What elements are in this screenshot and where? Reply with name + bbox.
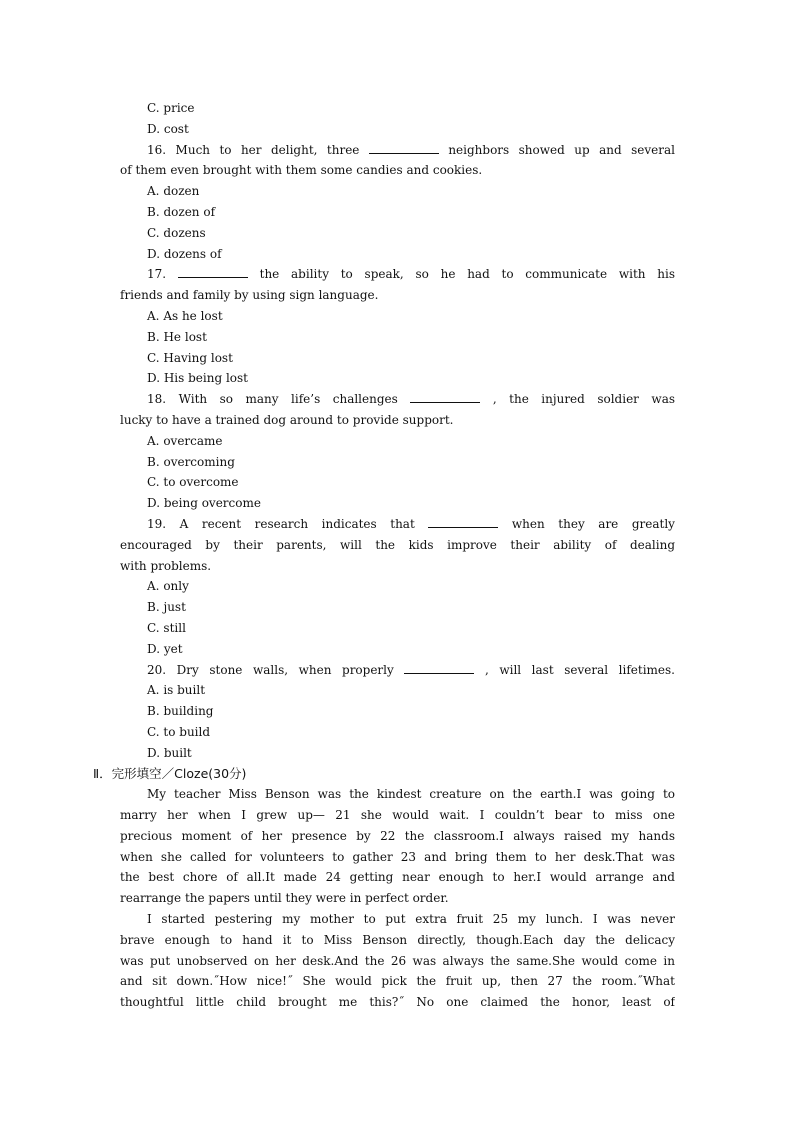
option-letter: C.	[147, 350, 160, 365]
question-16-stem	[120, 140, 675, 161]
option-line	[120, 701, 675, 722]
option-line	[120, 472, 675, 493]
option-line	[120, 202, 675, 223]
passage-line: My teacher Miss Benson was the kindest creature on the earth.I was going to	[147, 787, 675, 802]
option-letter: C.	[147, 724, 160, 739]
question-19-stem	[120, 514, 675, 535]
option-line	[120, 327, 675, 348]
option-text: overcoming	[163, 454, 235, 469]
passage-line: rearrange the papers until they were in perfect order.	[120, 891, 449, 906]
question-18-stem	[120, 389, 675, 410]
option-letter: D.	[147, 641, 161, 656]
option-line	[120, 244, 675, 265]
option-text: overcame	[163, 433, 223, 448]
question-17-cont: friends and family by using sign language.	[120, 288, 379, 303]
question-text: when they are greatly	[511, 516, 675, 531]
option-line	[120, 680, 675, 701]
option-letter: D.	[147, 496, 161, 511]
option-line	[120, 368, 675, 389]
option-text: dozens of	[163, 246, 222, 261]
option-text: dozen of	[163, 204, 216, 219]
option-letter: D.	[147, 121, 161, 136]
option-line	[120, 431, 675, 452]
option-line	[120, 722, 675, 743]
answer-blank	[410, 391, 480, 403]
question-text: , will last several lifetimes.	[484, 662, 675, 677]
option-text: to build	[163, 724, 211, 739]
question-text: neighbors showed up and several	[448, 142, 675, 157]
question-text: Much to her delight, three	[175, 142, 360, 157]
option-letter: A.	[147, 433, 160, 448]
option-line	[120, 306, 675, 327]
section-title: Ⅱ．完形填空／Cloze(30分)	[93, 765, 247, 781]
answer-blank	[178, 266, 248, 278]
question-19-cont: encouraged by their parents, will the kids improve their ability of dealing	[120, 537, 675, 552]
option-letter: A.	[147, 579, 160, 594]
option-letter: A.	[147, 184, 160, 199]
option-line	[120, 493, 675, 514]
option-letter: D.	[147, 371, 161, 386]
answer-blank	[404, 662, 474, 674]
question-text: A recent research indicates that	[179, 516, 415, 531]
question-19-cont: with problems.	[120, 558, 212, 573]
option-line	[120, 181, 675, 202]
question-18-cont: lucky to have a trained dog around to provide support.	[120, 412, 454, 427]
option-letter: B.	[147, 454, 160, 469]
passage-line: the best chore of all.It made 24 getting near enough to her.I would arrange and	[120, 870, 675, 885]
option-line	[120, 452, 675, 473]
option-line	[120, 576, 675, 597]
option-line	[120, 98, 675, 119]
option-letter: A.	[147, 683, 160, 698]
option-text: price	[163, 101, 195, 115]
question-number: 20.	[147, 662, 167, 677]
option-text: Having lost	[163, 350, 233, 365]
question-number: 19.	[147, 516, 167, 531]
option-text: yet	[163, 641, 183, 656]
option-letter: B.	[147, 704, 160, 719]
option-text: He lost	[163, 329, 207, 344]
option-text: cost	[163, 121, 189, 136]
passage-line: I started pestering my mother to put extra fruit 25 my lunch. I was never	[147, 912, 675, 927]
question-20-stem	[120, 660, 675, 681]
option-text: just	[163, 600, 186, 615]
answer-blank	[428, 516, 498, 528]
option-text: dozens	[163, 225, 206, 240]
passage-line: thoughtful little child brought me this?˝ No one claimed the honor, least of	[120, 995, 675, 1010]
question-16-cont: of them even brought with them some candies and cookies.	[120, 163, 483, 178]
option-letter: D.	[147, 745, 161, 760]
option-line	[120, 743, 675, 764]
option-letter: C.	[147, 101, 160, 115]
question-number: 16.	[147, 142, 167, 157]
option-line	[120, 597, 675, 618]
option-line	[120, 618, 675, 639]
passage-line: brave enough to hand it to Miss Benson directly, though.Each day the delicacy	[120, 932, 675, 947]
option-letter: A.	[147, 308, 160, 323]
option-letter: C.	[147, 620, 160, 635]
passage-line: precious moment of her presence by 22 the classroom.I always raised my hands	[120, 828, 675, 843]
option-text: building	[163, 704, 214, 719]
passage-line: marry her when I grew up— 21 she would wait. I couldn’t bear to miss one	[120, 808, 675, 823]
option-line	[120, 119, 675, 140]
question-text: the ability to speak, so he had to communicate with his	[259, 267, 675, 282]
content-column	[93, 98, 675, 1013]
option-letter: B.	[147, 600, 160, 615]
question-text: With so many life’s challenges	[178, 392, 398, 407]
option-text: dozen	[163, 184, 200, 199]
option-letter: C.	[147, 225, 160, 240]
option-text: only	[163, 579, 189, 594]
option-letter: B.	[147, 329, 160, 344]
question-text: Dry stone walls, when properly	[176, 662, 394, 677]
option-letter: D.	[147, 246, 161, 261]
answer-blank	[369, 142, 439, 154]
option-letter: B.	[147, 204, 160, 219]
question-text: , the injured soldier was	[492, 392, 675, 407]
option-text: to overcome	[163, 475, 239, 490]
option-text: being overcome	[163, 496, 261, 511]
option-line	[120, 348, 675, 369]
option-text: His being lost	[163, 371, 249, 386]
option-line	[120, 223, 675, 244]
passage-line: was put unobserved on her desk.And the 26 was always the same.She would come in	[120, 953, 675, 968]
option-line	[120, 639, 675, 660]
option-text: is built	[163, 683, 206, 698]
option-text: As he lost	[163, 308, 223, 323]
option-text: built	[163, 745, 192, 760]
option-letter: C.	[147, 475, 160, 490]
question-17-stem	[120, 264, 675, 285]
option-text: still	[163, 620, 186, 635]
question-number: 17.	[147, 267, 167, 282]
passage-line: and sit down.˝How nice!˝ She would pick the fruit up, then 27 the room.˝What	[120, 974, 675, 989]
question-number: 18.	[147, 392, 167, 407]
passage-line: when she called for volunteers to gather 23 and bring them to her desk.That was	[120, 849, 675, 864]
